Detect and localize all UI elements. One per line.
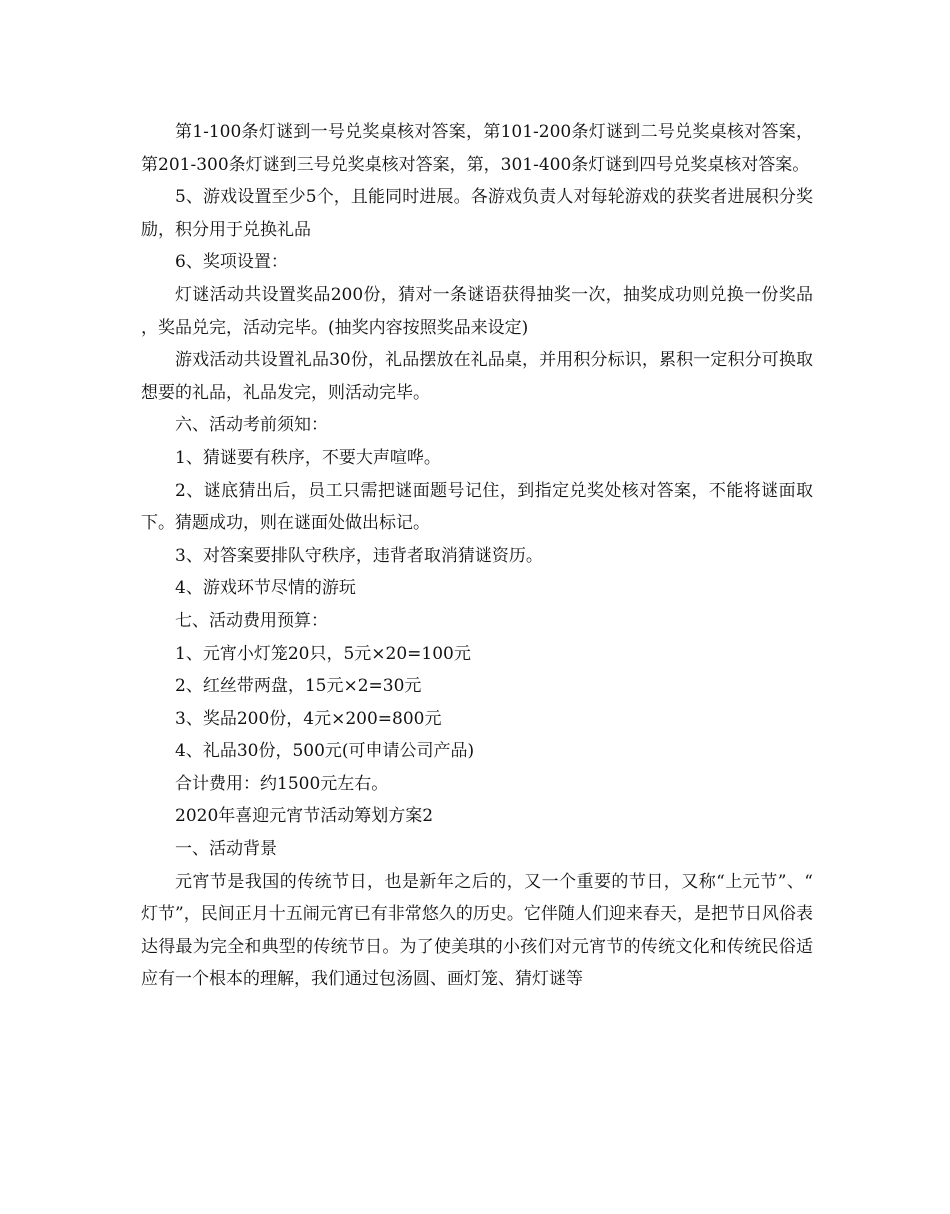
list-item-note-3: 3、对答案要排队守秩序，违背者取消猜谜资历。	[175, 545, 543, 566]
section-heading-budget: 七、活动费用预算：	[175, 610, 328, 631]
list-item-budget-4: 4、礼品30份，500元(可申请公司产品)	[175, 741, 475, 762]
section-heading-background: 一、活动背景	[175, 839, 277, 860]
list-item-note-1: 1、猜谜要有秩序，不要大声喧哗。	[175, 447, 441, 468]
list-item-budget-2: 2、红丝带两盘，15元×2=30元	[175, 676, 422, 697]
list-item-budget-3: 3、奖品200份，4元×200=800元	[175, 708, 442, 729]
list-item-budget-1: 1、元宵小灯笼20只，5元×20=100元	[175, 643, 471, 664]
document-body	[141, 116, 813, 996]
section-heading-notes: 六、活动考前须知：	[175, 415, 328, 436]
paragraph-background: 元宵节是我国的传统节日，也是新年之后的，又一个重要的节日，又称“上元节”、“灯节”，民间正月十五闹元宵已有非常悠久的历史。它伴随人们迎来春天，是把节日风俗表达得最为完全和典型的传统节日。为了使美琪的小孩们对元宵节的传统文化和传统民俗适应有一个根本的理解，我们通过包汤圆、画灯笼、猜灯谜等	[141, 871, 813, 990]
paragraph-answer-desks: 第1-100条灯谜到一号兑奖桌核对答案，第101-200条灯谜到二号兑奖桌核对答案，第201-300条灯谜到三号兑奖桌核对答案，第，301-400条灯谜到四号兑奖桌核对答案。	[141, 122, 813, 175]
document-title-plan-2: 2020年喜迎元宵节活动筹划方案2	[175, 806, 434, 827]
paragraph-game-gifts: 游戏活动共设置礼品30份，礼品摆放在礼品桌，并用积分标识，累积一定积分可换取想要的礼品，礼品发完，则活动完毕。	[141, 350, 813, 403]
paragraph-riddle-prizes: 灯谜活动共设置奖品200份，猜对一条谜语获得抽奖一次，抽奖成功则兑换一份奖品，奖品兑完，活动完毕。(抽奖内容按照奖品来设定)	[141, 284, 813, 338]
list-item-note-2: 2、谜底猜出后，员工只需把谜面题号记住，到指定兑奖处核对答案，不能将谜面取下。猜题成功，则在谜面处做出标记。	[141, 480, 813, 534]
budget-total: 合计费用：约1500元左右。	[175, 773, 389, 794]
list-item-note-4: 4、游戏环节尽情的游玩	[175, 578, 356, 599]
paragraph-prize-heading: 6、奖项设置：	[175, 252, 288, 273]
paragraph-game-setup: 5、游戏设置至少5个，且能同时进展。各游戏负责人对每轮游戏的获奖者进展积分奖励，积分用于兑换礼品	[141, 187, 813, 240]
